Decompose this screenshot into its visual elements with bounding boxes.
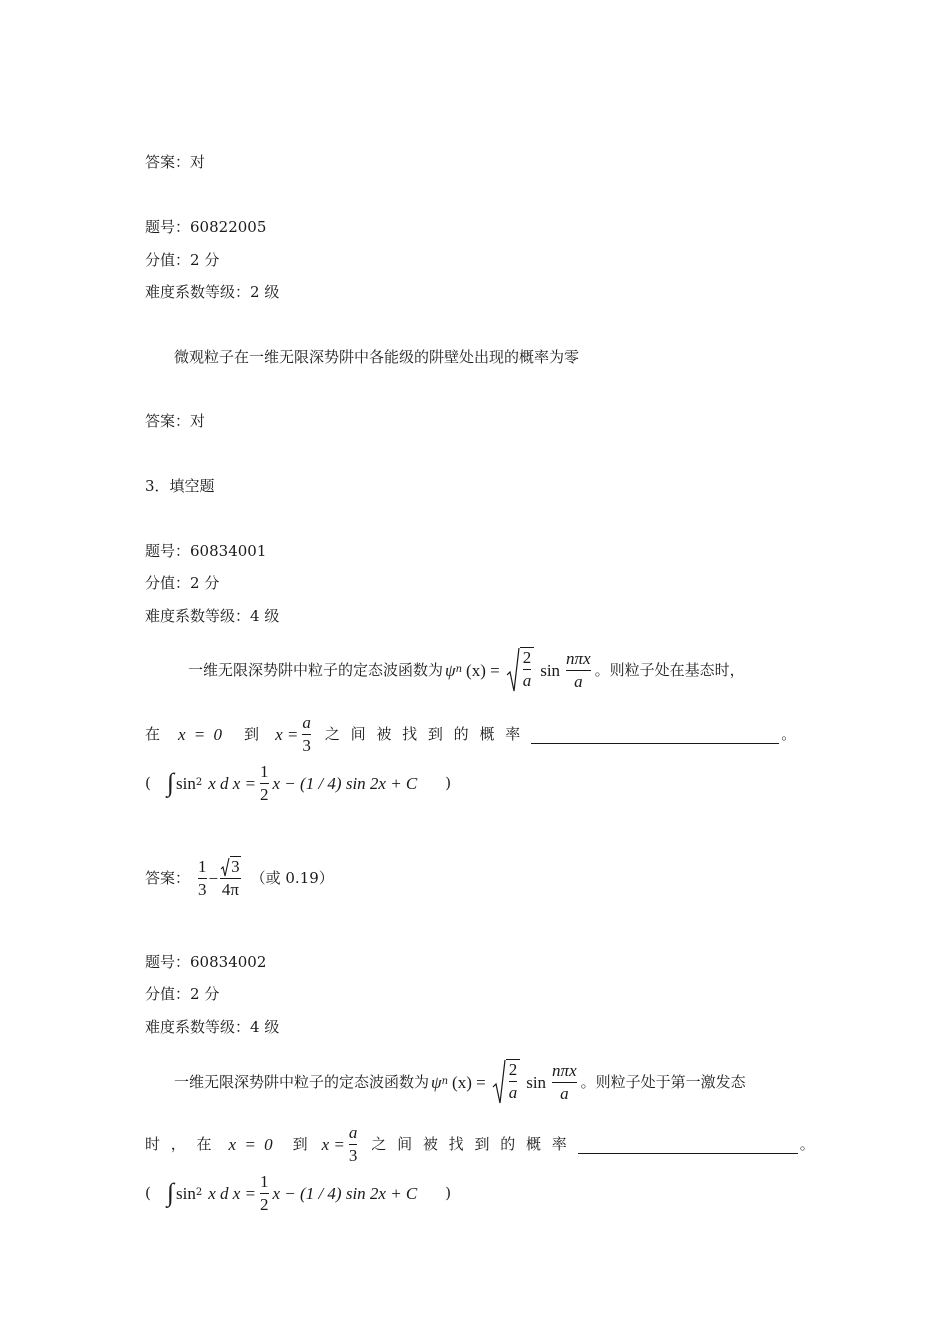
question-stem (188, 646, 745, 694)
math-text: sin (526, 1072, 547, 1092)
answer-line (145, 414, 205, 429)
stem-text: 。 (799, 1134, 815, 1153)
id-value: 60834001 (190, 542, 267, 560)
math-text: x = 0 (178, 724, 225, 744)
paren: ) (445, 1183, 452, 1202)
answer-blank[interactable] (531, 725, 779, 744)
math-text: (x) = (466, 660, 500, 680)
radical-icon (492, 1059, 506, 1105)
integral-icon: ∫ (166, 1178, 174, 1207)
difficulty-label: 难度系数等级： (145, 607, 251, 625)
psi-symbol: ψ (431, 1072, 442, 1092)
math-text: sin (540, 660, 561, 680)
fraction: $\frac{1}{2}$ (260, 761, 269, 804)
paren: ) (445, 773, 452, 792)
fraction: $\frac{a}{3}$ (302, 712, 311, 755)
answer-note: （或 0.19） (250, 868, 334, 887)
sqrt-expression (492, 1059, 521, 1105)
section-number: 3． (145, 477, 170, 495)
stem-text: 。则粒子处在基态时， (594, 660, 745, 679)
question-difficulty (145, 1020, 279, 1035)
answer-line (145, 852, 334, 904)
difficulty-value: 4 级 (250, 607, 280, 625)
fraction: $\frac{3}{4\pi}$ (221, 857, 240, 899)
sqrt-expression (506, 647, 535, 693)
math-text: x d x = (208, 773, 257, 793)
math-text: x = 0 (228, 1134, 275, 1154)
question-stem: 微观粒子在一维无限深势阱中各能级的阱壁处出现的概率为零 (174, 348, 580, 366)
section-title: 填空题 (169, 477, 215, 495)
math-text: sin (175, 1183, 196, 1203)
math-text: 2 (195, 777, 203, 788)
stem-text: 。则粒子处于第一激发态 (580, 1072, 746, 1091)
stem-text: 在 (145, 724, 161, 743)
question-id (145, 955, 266, 970)
fraction: $\frac{\text{nπx}}{a}$ (566, 648, 591, 691)
score-value: 2 分 (190, 985, 220, 1003)
answer-label: 答案： (145, 412, 191, 430)
question-stem-line (145, 1120, 815, 1168)
stem-text: 之 间 被 找 到 的 概 率 (371, 1134, 570, 1153)
difficulty-label: 难度系数等级： (145, 1018, 251, 1036)
fraction: $\frac{a}{3}$ (348, 1122, 358, 1165)
score-value: 2 分 (190, 574, 220, 592)
question-id (145, 220, 266, 235)
stem-text: 时 ， 在 (145, 1134, 215, 1153)
id-value: 60822005 (190, 218, 267, 236)
score-label: 分值： (145, 574, 191, 592)
id-value: 60834002 (190, 953, 267, 971)
section-heading (145, 479, 215, 494)
question-score (145, 576, 219, 591)
math-text: x = (275, 724, 299, 744)
stem-text: 。 (781, 724, 797, 743)
math-text: x − (1 / 4) sin 2x + C (272, 773, 418, 793)
score-label: 分值： (145, 985, 191, 1003)
psi-symbol: ψ (445, 660, 456, 680)
score-label: 分值： (145, 251, 191, 269)
radical-icon (506, 647, 520, 693)
stem-text: 之 间 被 找 到 的 概 率 (324, 724, 524, 743)
question-id (145, 544, 266, 559)
answer-label: 答案： (145, 153, 191, 171)
stem-text: 一维无限深势阱中粒子的定态波函数为 (174, 1072, 430, 1091)
answer-value: 对 (190, 412, 206, 430)
fraction: $\frac{2}{a}$ (522, 648, 532, 690)
difficulty-label: 难度系数等级： (145, 283, 251, 301)
difficulty-value: 4 级 (250, 1018, 280, 1036)
id-label: 题号： (145, 218, 191, 236)
answer-label: 答案： (145, 868, 191, 887)
fraction: $\frac{1}{2}$ (260, 1171, 269, 1214)
paren: ( (145, 773, 151, 792)
integral-hint (145, 1170, 451, 1216)
fraction: $\frac{1}{3}$ (198, 856, 207, 899)
math-text: x d x = (208, 1183, 257, 1203)
integral-icon: ∫ (166, 768, 174, 797)
id-label: 题号： (145, 542, 191, 560)
integral-hint (145, 760, 451, 806)
question-difficulty (145, 609, 279, 624)
math-text: − (208, 868, 219, 888)
paren: ( (145, 1183, 151, 1202)
stem-text: 到 (292, 1134, 308, 1153)
question-stem (174, 1058, 746, 1106)
difficulty-value: 2 级 (250, 283, 280, 301)
id-label: 题号： (145, 953, 191, 971)
answer-value: 对 (190, 153, 206, 171)
radical-icon (220, 857, 230, 877)
stem-text: 到 (244, 724, 260, 743)
question-stem-line (145, 710, 796, 758)
question-difficulty (145, 285, 279, 300)
stem-text: 一维无限深势阱中粒子的定态波函数为 (188, 660, 444, 679)
psi-subscript: n (455, 664, 463, 675)
question-score (145, 987, 219, 1002)
math-text: x − (1 / 4) sin 2x + C (272, 1183, 418, 1203)
math-text: 2 (195, 1187, 203, 1198)
answer-line (145, 155, 205, 170)
fraction: $\frac{\text{nπx}}{a}$ (552, 1060, 577, 1103)
question-score (145, 253, 219, 268)
math-text: sin (175, 773, 196, 793)
fraction: $\frac{2}{a}$ (508, 1060, 518, 1102)
score-value: 2 分 (190, 251, 220, 269)
math-text: (x) = (452, 1072, 486, 1092)
psi-subscript: n (441, 1076, 449, 1087)
answer-blank[interactable] (578, 1135, 798, 1154)
math-text: x = (321, 1134, 345, 1154)
